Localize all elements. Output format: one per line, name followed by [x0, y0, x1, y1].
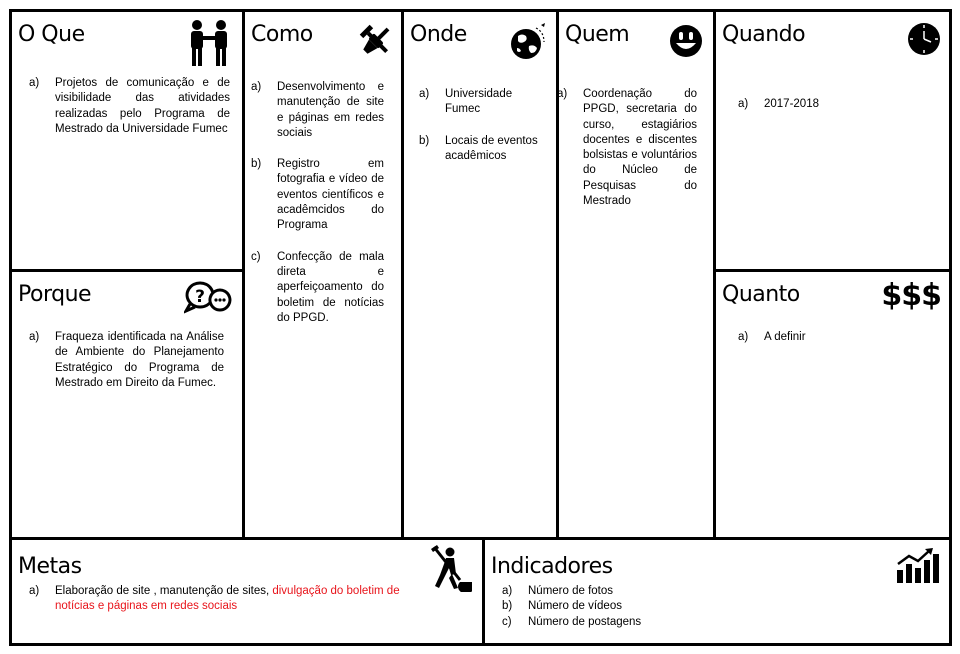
item-text: Fraqueza identificada na Análise de Ambiente do Planejamento Estratégico do Programa de Mestrado em Direito da Fumec.	[55, 331, 224, 389]
money-icon: $$$	[881, 278, 941, 313]
item-label: a)	[29, 77, 40, 89]
list-item	[557, 87, 697, 209]
indicadores-box	[482, 537, 952, 646]
item-label: b)	[251, 158, 262, 171]
quanto-box	[713, 269, 952, 540]
porque-list	[29, 330, 224, 407]
item-label: c)	[502, 615, 512, 628]
handshake-people-icon	[184, 18, 234, 68]
list-item	[251, 80, 384, 141]
item-text: Coordenação do PPGD, secretaria do curso, estagiários docentes e discentes bolsistas e voluntários do Núcleo de Pesquisas do Mestrado	[583, 88, 697, 208]
onde-box	[401, 9, 559, 540]
globe-icon	[508, 22, 548, 62]
indicadores-list	[502, 584, 722, 630]
bar-chart-growth-icon	[895, 548, 941, 584]
svg-text:?: ?	[195, 287, 205, 307]
quanto-list	[738, 330, 918, 361]
quem-box	[556, 9, 716, 540]
list-item	[419, 87, 539, 118]
list-item	[738, 330, 918, 345]
o-que-box	[9, 9, 245, 272]
como-box	[242, 9, 404, 540]
onde-title: Onde	[410, 22, 467, 47]
item-label: a)	[738, 98, 749, 110]
item-label: a)	[29, 585, 40, 597]
item-text: Locais de eventos acadêmicos	[445, 134, 538, 162]
item-label: a)	[419, 88, 430, 100]
item-label: a)	[251, 81, 262, 93]
question-speech-bubble-icon	[184, 280, 232, 316]
o-que-title: O Que	[18, 22, 85, 47]
quando-list	[738, 97, 918, 128]
metas-title: Metas	[18, 554, 82, 579]
indicadores-title: Indicadores	[491, 554, 613, 579]
quem-list	[557, 87, 697, 225]
porque-title: Porque	[18, 282, 92, 307]
list-item	[29, 76, 230, 137]
quanto-title: Quanto	[722, 282, 800, 307]
clock-icon	[907, 22, 941, 56]
metas-item	[29, 584, 424, 615]
item-label: b)	[419, 134, 430, 147]
list-item	[738, 97, 918, 112]
list-item	[502, 599, 722, 614]
list-item	[502, 584, 722, 599]
item-text: Universidade Fumec	[445, 88, 513, 116]
item-text: Número de postagens	[528, 615, 642, 628]
item-text: 2017-2018	[764, 98, 819, 110]
digging-worker-icon	[430, 544, 472, 592]
list-item	[251, 157, 384, 233]
metas-text-red: divulgação do boletim de notícias e páginas em redes sociais	[55, 585, 400, 613]
o-que-list	[29, 76, 230, 153]
smiley-icon	[669, 24, 703, 58]
list-item	[29, 330, 224, 391]
item-label: c)	[251, 250, 261, 263]
como-title: Como	[251, 22, 313, 47]
item-label: a)	[738, 331, 749, 343]
quando-box	[713, 9, 952, 272]
porque-box	[9, 269, 245, 540]
item-label: a)	[557, 88, 568, 100]
quando-title: Quando	[722, 22, 806, 47]
quem-title: Quem	[565, 22, 630, 47]
item-text: Desenvolvimento e manutenção de site e páginas em redes sociais	[277, 81, 384, 139]
metas-text-black: Elaboração de site , manutenção de sites,	[55, 585, 273, 597]
como-list	[251, 80, 384, 342]
tools-icon	[357, 22, 395, 60]
list-item	[419, 134, 539, 165]
item-text: Número de vídeos	[528, 600, 622, 613]
item-text: A definir	[764, 331, 806, 343]
item-text: Registro em fotografia e vídeo de eventos científicos e acadêmcidos do Programa	[277, 158, 384, 232]
metas-box	[9, 537, 485, 646]
list-item	[502, 615, 722, 630]
list-item	[251, 250, 384, 326]
item-label: b)	[502, 600, 513, 613]
item-text: Confecção de mala direta e aperfeiçoamento do boletim de notícias do PPGD.	[277, 250, 384, 324]
item-label: a)	[502, 585, 513, 597]
item-text: Projetos de comunicação e de visibilidade das atividades realizadas pelo Programa de Mestrado da Universidade Fumec	[55, 77, 230, 135]
onde-list	[419, 87, 539, 180]
item-label: a)	[29, 331, 40, 343]
item-text: Número de fotos	[528, 585, 614, 597]
